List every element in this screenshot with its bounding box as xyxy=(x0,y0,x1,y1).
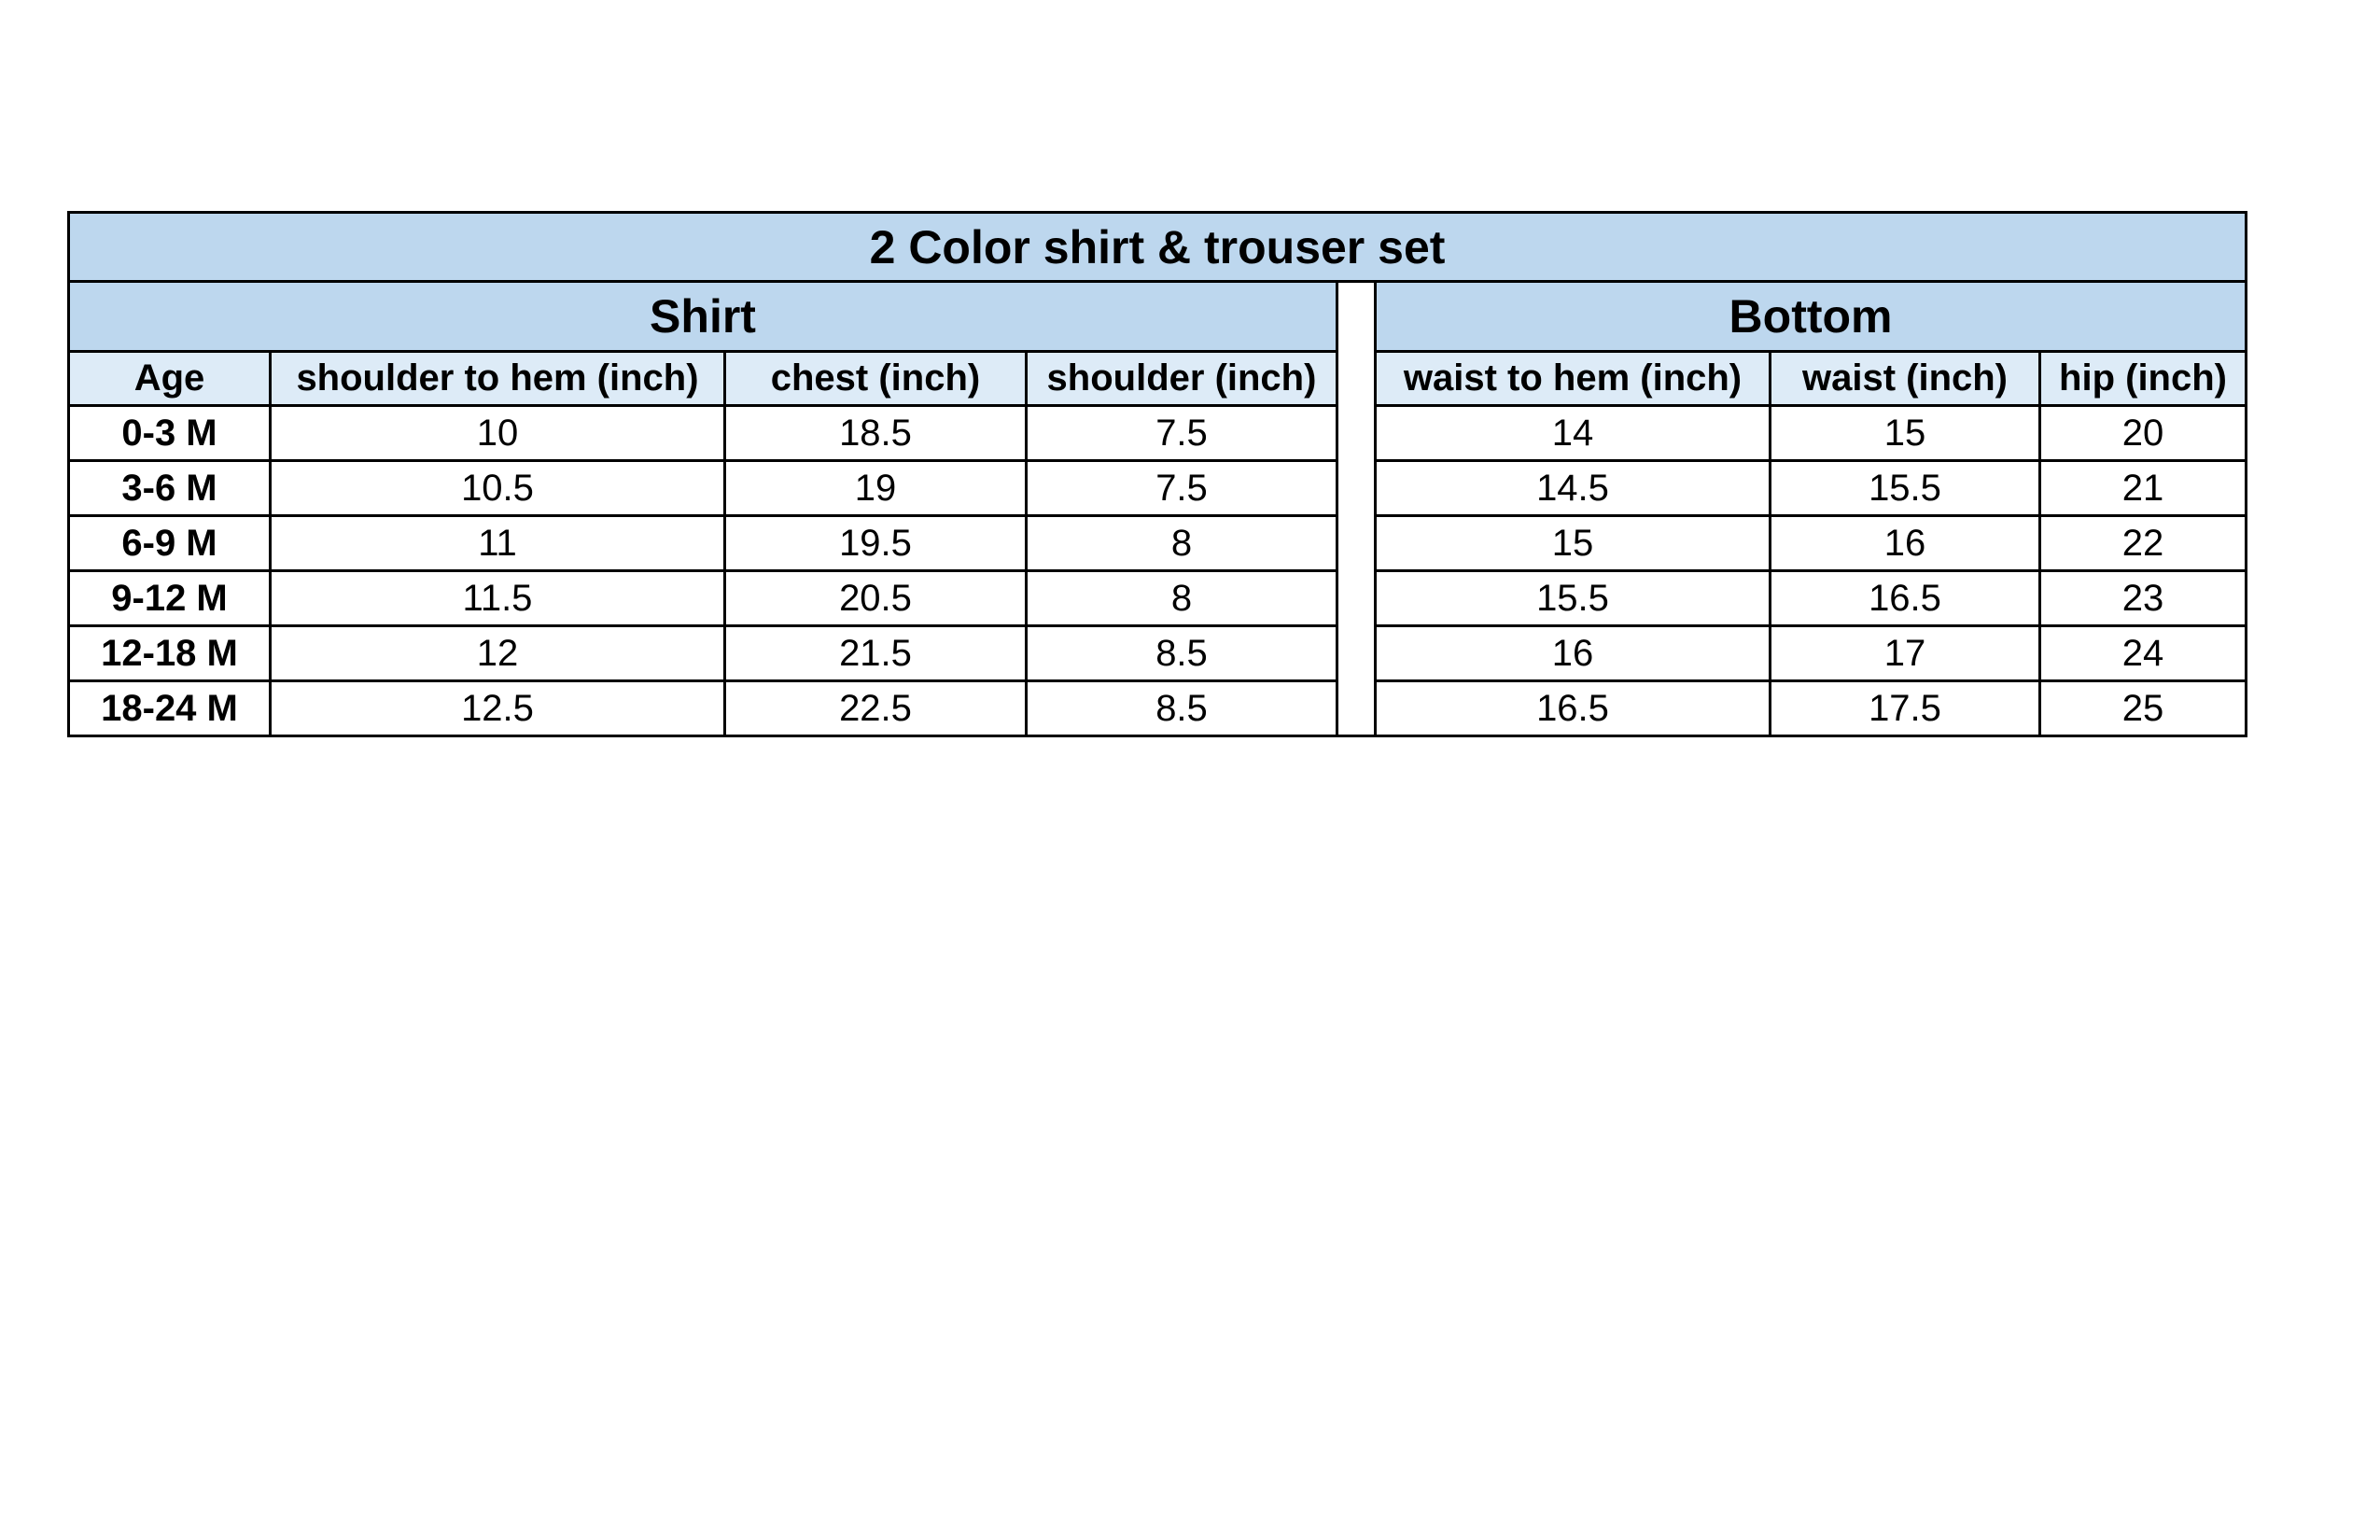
waist-to-hem-cell: 16.5 xyxy=(1376,681,1771,736)
column-header-hip: hip (inch) xyxy=(2040,352,2247,406)
hip-cell: 23 xyxy=(2040,571,2247,626)
shirt-group-header: Shirt xyxy=(69,282,1337,352)
table-row xyxy=(69,461,2247,516)
age-cell: 6-9 M xyxy=(69,516,271,571)
shoulder-cell: 8.5 xyxy=(1027,681,1337,736)
chest-cell: 22.5 xyxy=(725,681,1027,736)
waist-cell: 17.5 xyxy=(1771,681,2040,736)
shoulder-cell: 8 xyxy=(1027,571,1337,626)
waist-cell: 17 xyxy=(1771,626,2040,681)
table-row xyxy=(69,626,2247,681)
table-row xyxy=(69,571,2247,626)
waist-cell: 16.5 xyxy=(1771,571,2040,626)
chest-cell: 21.5 xyxy=(725,626,1027,681)
column-header-age: Age xyxy=(69,352,271,406)
waist-cell: 16 xyxy=(1771,516,2040,571)
table-row xyxy=(69,406,2247,461)
waist-to-hem-cell: 16 xyxy=(1376,626,1771,681)
hip-cell: 22 xyxy=(2040,516,2247,571)
shoulder-cell: 7.5 xyxy=(1027,406,1337,461)
age-cell: 3-6 M xyxy=(69,461,271,516)
waist-cell: 15.5 xyxy=(1771,461,2040,516)
shoulder-cell: 8.5 xyxy=(1027,626,1337,681)
waist-cell: 15 xyxy=(1771,406,2040,461)
shoulder-cell: 7.5 xyxy=(1027,461,1337,516)
size-chart-table xyxy=(67,211,2247,737)
column-header-row xyxy=(69,352,2247,406)
column-spacer xyxy=(1337,282,1376,736)
table-title: 2 Color shirt & trouser set xyxy=(69,213,2247,282)
age-cell: 0-3 M xyxy=(69,406,271,461)
hip-cell: 20 xyxy=(2040,406,2247,461)
column-header-shoulder: shoulder (inch) xyxy=(1027,352,1337,406)
shoulder-to-hem-cell: 10.5 xyxy=(271,461,725,516)
group-row xyxy=(69,282,2247,352)
chest-cell: 19 xyxy=(725,461,1027,516)
waist-to-hem-cell: 15 xyxy=(1376,516,1771,571)
column-header-waist-to-hem: waist to hem (inch) xyxy=(1376,352,1771,406)
column-header-chest: chest (inch) xyxy=(725,352,1027,406)
hip-cell: 24 xyxy=(2040,626,2247,681)
shoulder-to-hem-cell: 12.5 xyxy=(271,681,725,736)
hip-cell: 21 xyxy=(2040,461,2247,516)
age-cell: 12-18 M xyxy=(69,626,271,681)
age-cell: 9-12 M xyxy=(69,571,271,626)
hip-cell: 25 xyxy=(2040,681,2247,736)
bottom-group-header: Bottom xyxy=(1376,282,2247,352)
waist-to-hem-cell: 15.5 xyxy=(1376,571,1771,626)
waist-to-hem-cell: 14.5 xyxy=(1376,461,1771,516)
chest-cell: 18.5 xyxy=(725,406,1027,461)
table-row xyxy=(69,516,2247,571)
waist-to-hem-cell: 14 xyxy=(1376,406,1771,461)
table-row xyxy=(69,681,2247,736)
shoulder-to-hem-cell: 11.5 xyxy=(271,571,725,626)
shoulder-to-hem-cell: 12 xyxy=(271,626,725,681)
title-row xyxy=(69,213,2247,282)
age-cell: 18-24 M xyxy=(69,681,271,736)
shoulder-to-hem-cell: 11 xyxy=(271,516,725,571)
column-header-shoulder-to-hem: shoulder to hem (inch) xyxy=(271,352,725,406)
chest-cell: 19.5 xyxy=(725,516,1027,571)
shoulder-cell: 8 xyxy=(1027,516,1337,571)
chest-cell: 20.5 xyxy=(725,571,1027,626)
shoulder-to-hem-cell: 10 xyxy=(271,406,725,461)
column-header-waist: waist (inch) xyxy=(1771,352,2040,406)
